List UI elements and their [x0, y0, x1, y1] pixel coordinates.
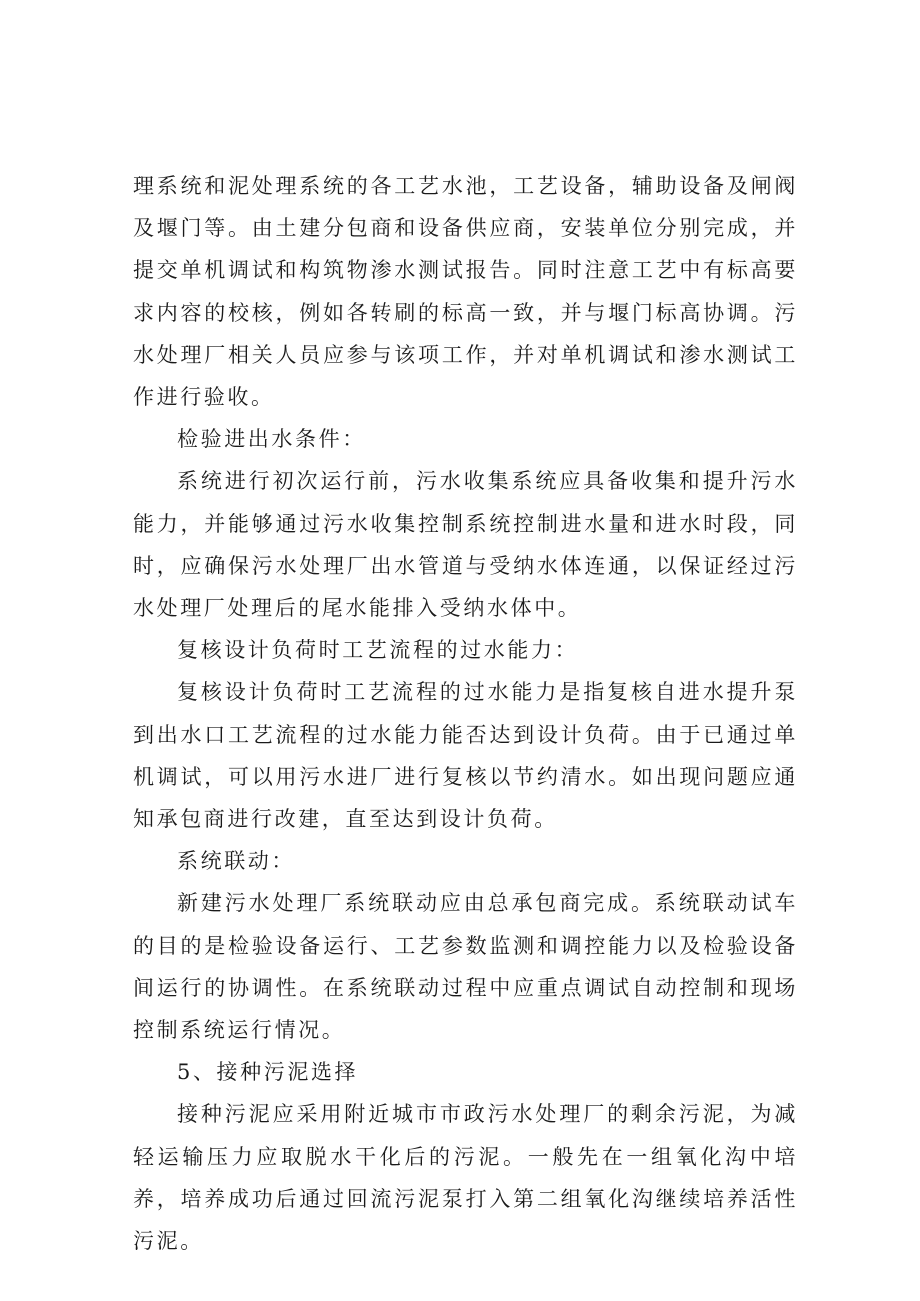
paragraph-seed-sludge: 接种污泥应采用附近城市市政污水处理厂的剩余污泥，为减轻运输压力应取脱水干化后的污泥。一般先在一组氧化沟中培养，培养成功后通过回流污泥泵打入第二组氧化沟继续培养活性污泥。	[133, 1102, 798, 1254]
paragraph-continued: 理系统和泥处理系统的各工艺水池，工艺设备，辅助设备及闸阀及堰门等。由土建分包商和设备供应商，安装单位分别完成，并提交单机调试和构筑物渗水测试报告。同时注意工艺中有标高要求内容的校核，例如各转刷的标高一致，并与堰门标高协调。污水处理厂相关人员应参与该项工作，并对单机调试和渗水测试工作进行验收。	[133, 174, 798, 410]
paragraph-system-linkage: 新建污水处理厂系统联动应由总承包商完成。系统联动试车的目的是检验设备运行、工艺参数监测和调控能力以及检验设备间运行的协调性。在系统联动过程中应重点调试自动控制和现场控制系统运行情况。	[133, 891, 798, 1043]
heading-flow-capacity: 复核设计负荷时工艺流程的过水能力：	[177, 638, 579, 663]
paragraph-flow-capacity: 复核设计负荷时工艺流程的过水能力是指复核自进水提升泵到出水口工艺流程的过水能力能否达到设计负荷。由于已通过单机调试，可以用污水进厂进行复核以节约清水。如出现问题应通知承包商进行改建，直至达到设计负荷。	[133, 680, 798, 832]
paragraph-inlet-outlet: 系统进行初次运行前，污水收集系统应具备收集和提升污水能力，并能够通过污水收集控制系统控制进水量和进水时段，同时，应确保污水处理厂出水管道与受纳水体连通，以保证经过污水处理厂处理后的尾水能排入受纳水体中。	[133, 469, 798, 621]
heading-seed-sludge: 5、接种污泥选择	[177, 1060, 359, 1085]
heading-inlet-outlet-conditions: 检验进出水条件：	[177, 427, 366, 452]
heading-system-linkage: 系统联动：	[177, 849, 295, 874]
document-body	[133, 165, 798, 1262]
